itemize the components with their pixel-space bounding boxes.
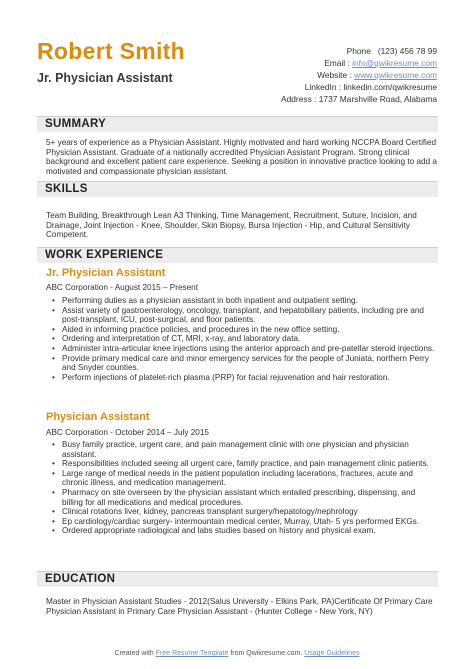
list-item: • Clinical rotations liver, kidney, pancreas transplant surgery/hepatology/nephrology <box>46 507 438 517</box>
list-item: • Ordering and interpretation of CT, MRI, x-ray, and laboratory data. <box>46 334 438 344</box>
resume-header <box>0 0 474 112</box>
job-meta: ABC Corporation - August 2015 – Present <box>46 283 199 292</box>
usage-guidelines-link[interactable]: Usage Guidelines <box>304 650 360 657</box>
job-bullets <box>46 440 438 536</box>
section-heading: SUMMARY <box>45 118 107 130</box>
section-heading: SKILLS <box>45 183 88 195</box>
list-item: • Busy family practice, urgent care, and pain management clinic with one physician and physician assistant. <box>46 440 438 459</box>
candidate-title: Jr. Physician Assistant <box>37 71 173 85</box>
website-link[interactable]: www.qwikresume.com <box>354 70 437 80</box>
phone-value: (123) 456 78 99 <box>377 46 437 56</box>
address-value: 1737 Marshville Road, Alabama <box>318 94 437 104</box>
contact-email: Email : info@qwikresume.com <box>324 58 437 68</box>
section-heading: EDUCATION <box>45 573 116 585</box>
contact-label: LinkedIn <box>304 82 337 92</box>
list-item: • Responsibilities included seeing all urgent care, family practice, and pain management clinic patients. <box>46 459 438 469</box>
list-item: • Large range of medical needs in the patient population including lacerations, fractures, acute and chronic illness, and medication management. <box>46 469 438 488</box>
contact-label: Phone <box>346 46 371 56</box>
skills-section-header <box>37 181 438 197</box>
list-item: • Aided in informing practice policies, and procedures in the new office setting. <box>46 325 438 335</box>
candidate-name: Robert Smith <box>37 38 185 64</box>
contact-block <box>281 45 437 105</box>
education-section-header <box>37 571 438 587</box>
footer-text: from Qwikresume.com. <box>228 650 305 657</box>
footer <box>0 650 474 657</box>
list-item: • Ordered appropriate radiological and labs studies based on history and physical exam. <box>46 526 438 536</box>
experience-section-header <box>37 247 438 263</box>
job-title: Jr. Physician Assistant <box>46 267 166 279</box>
contact-website: Website : www.qwikresume.com <box>317 70 437 80</box>
list-item: • Provide primary medical care and minor emergency services for the people of Juniata, northern Perry and Snyder counties. <box>46 354 438 373</box>
job-bullets <box>46 296 438 382</box>
section-heading: WORK EXPERIENCE <box>45 249 164 261</box>
list-item: • Perform injections of platelet-rich plasma (PRP) for facial rejuvenation and hair restoration. <box>46 373 438 383</box>
summary-text: 5+ years of experience as a Physician Assistant. Highly motivated and hard working NCCPA Board Certified Physician Assistant. Graduate of a nationally accredited Physician Assistant Program. Strong clinical background and excellent patient care experience. Seeking a position in innovative practice looking to add a motivated and compassionate physician assistant. <box>46 138 437 176</box>
contact-address: Address : 1737 Marshville Road, Alabama <box>281 94 437 104</box>
contact-label: Address <box>281 94 312 104</box>
summary-section-header <box>37 116 438 132</box>
contact-label: Website <box>317 70 348 80</box>
job-meta: ABC Corporation - October 2014 – July 2015 <box>46 428 209 437</box>
linkedin-value: linkedin.com/qwikresume <box>343 82 437 92</box>
email-link[interactable]: info@qwikresume.com <box>352 58 437 68</box>
list-item: • Administer intra-articular knee injections using the anterior approach and pre-patellar steroid injections. <box>46 344 438 354</box>
skills-text: Team Building, Breakthrough Lean A3 Thinking, Time Management, Recruitment, Suture, Incision, and Drainage, Joint Injection - Knee, Shoulder, Skin Biopsy, Bursa Injection - Hip, and Cultural Sensitivity Competent. <box>46 211 417 240</box>
free-resume-template-link[interactable]: Free Resume Template <box>155 650 229 657</box>
list-item: • Pharmacy on site overseen by the physician assistant which entailed prescribing, dispensing, and billing for all medications and medical procedures. <box>46 488 438 507</box>
footer-text: Created with <box>114 650 156 657</box>
list-item: • Performing duties as a physician assistant in both inpatient and outpatient setting. <box>46 296 438 306</box>
job-title: Physician Assistant <box>46 411 150 423</box>
list-item: • Assist variety of gastroenterology, oncology, transplant, and hepatobiliary patients, including pre and post-transplant, ICU, post-surgical, and floor patients. <box>46 306 438 325</box>
education-text: Master in Physician Assistant Studies - 2012(Salus University - Elkins Park, PA)Certificate Of Primary Care Physician Assistant in Primary Care Physician Assistant - (Hunter College - New York, NY) <box>46 597 433 616</box>
contact-label: Email <box>324 58 346 68</box>
list-item: • Ep cardiology/cardiac surgery- intermountain medical center, Murray, Utah- 5 yrs performed EKGs. <box>46 517 438 527</box>
contact-phone <box>281 45 437 57</box>
contact-linkedin: LinkedIn : linkedin.com/qwikresume <box>304 82 437 92</box>
